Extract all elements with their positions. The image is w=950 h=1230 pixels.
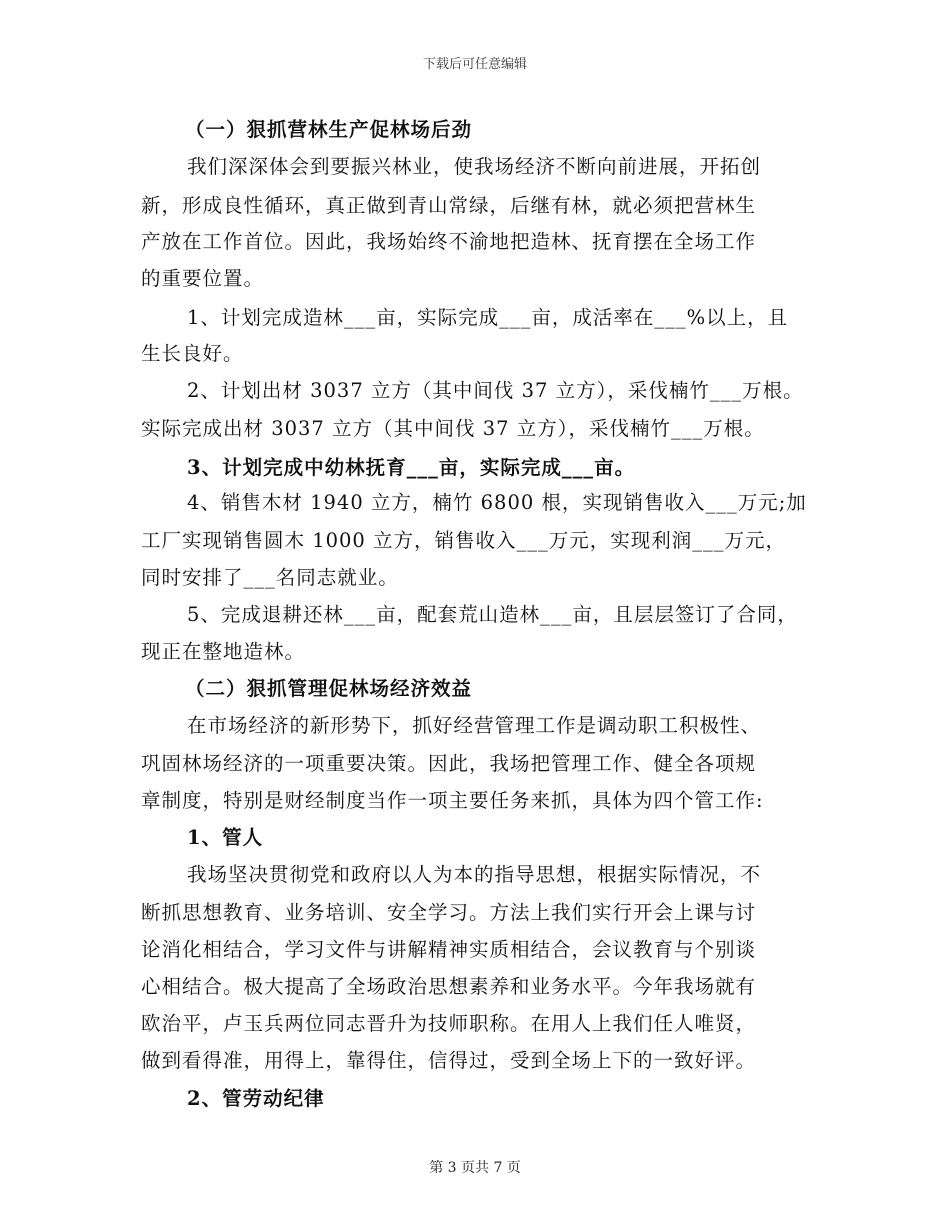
subheading-1: 1、管人: [187, 826, 264, 849]
paragraph-line: 章制度，特别是财经制度当作一项主要任务来抓，具体为四个管工作:: [141, 789, 764, 812]
paragraph-line: 论消化相结合，学习文件与讲解精神实质相结合，会议教育与个别谈: [141, 938, 757, 961]
list-item-3: 3、计划完成中幼林抚育___亩，实际完成___亩。: [187, 456, 636, 479]
subheading-2: 2、管劳动纪律: [187, 1087, 325, 1110]
list-item-4: 4、销售木材 1940 立方，楠竹 6800 根，实现销售收入___万元;加: [187, 491, 807, 514]
paragraph-line: 新，形成良性循环，真正做到青山常绿，后继有林，就必须把营林生: [141, 194, 757, 217]
paragraph-line: 工厂实现销售圆木 1000 立方，销售收入___万元，实现利润___万元，: [141, 529, 787, 552]
section-heading-1: （一）狠抓营林生产促林场后劲: [185, 118, 473, 141]
paragraph-line: 在市场经济的新形势下，抓好经营管理工作是调动职工积极性、: [187, 714, 762, 737]
page-footer: 第 3 页共 7 页: [429, 1160, 521, 1176]
list-item-5: 5、完成退耕还林___亩，配套荒山造林___亩，且层层签订了合同，: [187, 603, 798, 626]
paragraph-line: 现正在整地造林。: [141, 640, 306, 663]
paragraph-line: 同时安排了___名同志就业。: [141, 566, 399, 589]
paragraph-line: 生长良好。: [141, 342, 244, 365]
paragraph-line: 实际完成出材 3037 立方（其中间伐 37 立方），采伐楠竹___万根。: [141, 417, 765, 440]
paragraph-line: 断抓思想教育、业务培训、安全学习。方法上我们实行开会上课与讨: [141, 901, 757, 924]
paragraph-line: 心相结合。极大提高了全场政治思想素养和业务水平。今年我场就有: [141, 975, 757, 998]
list-item-1: 1、计划完成造林___亩，实际完成___亩，成活率在___%以上，且: [187, 306, 789, 329]
paragraph-line: 的重要位置。: [141, 267, 265, 290]
section-heading-2: （二）狠抓管理促林场经济效益: [185, 677, 473, 700]
paragraph-line: 我们深深体会到要振兴林业，使我场经济不断向前进展，开拓创: [187, 155, 762, 178]
paragraph-line: 欧治平，卢玉兵两位同志晋升为技师职称。在用人上我们任人唯贤，: [141, 1012, 757, 1035]
page-header: 下载后可任意编辑: [422, 57, 527, 72]
paragraph-line: 巩固林场经济的一项重要决策。因此，我场把管理工作、健全各项规: [141, 752, 757, 775]
paragraph-line: 产放在工作首位。因此，我场始终不渝地把造林、抚育摆在全场工作: [141, 230, 757, 253]
paragraph-line: 做到看得准，用得上，靠得住，信得过，受到全场上下的一致好评。: [141, 1049, 757, 1072]
list-item-2: 2、计划出材 3037 立方（其中间伐 37 立方），采伐楠竹___万根。: [187, 379, 804, 402]
paragraph-line: 我场坚决贯彻党和政府以人为本的指导思想，根据实际情况，不: [187, 863, 762, 886]
